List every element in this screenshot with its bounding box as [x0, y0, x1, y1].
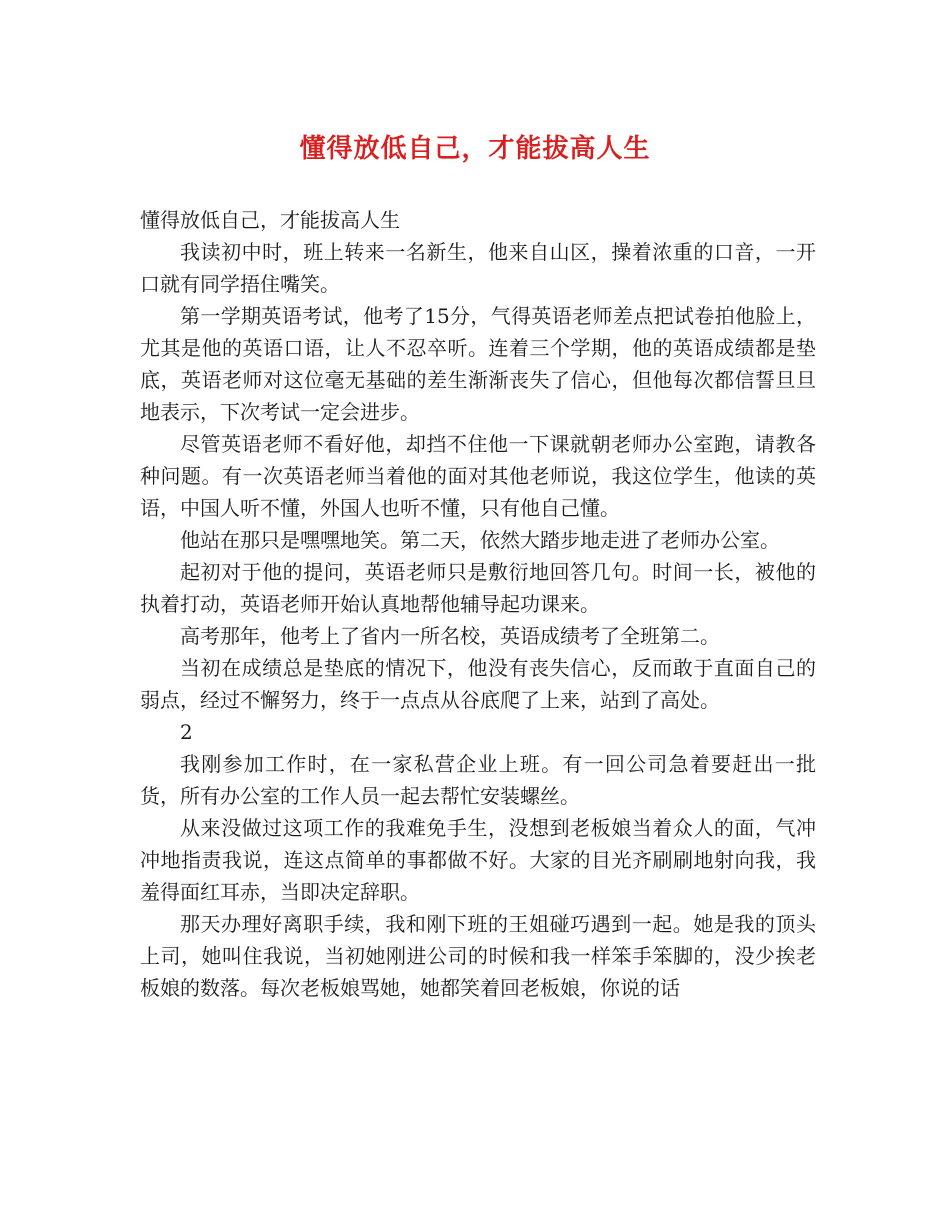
paragraph: 我刚参加工作时，在一家私营企业上班。有一回公司急着要赶出一批货，所有办公室的工作人员一起去帮忙安装螺丝。: [140, 752, 816, 808]
paragraph: 他站在那只是嘿嘿地笑。第二天，依然大踏步地走进了老师办公室。: [180, 528, 780, 552]
document-title: 懂得放低自己，才能拔高人生: [299, 134, 651, 164]
paragraph: 高考那年，他考上了省内一所名校，英语成绩考了全班第二。: [180, 624, 720, 648]
paragraph: 当初在成绩总是垫底的情况下，他没有丧失信心，反而敢于直面自己的弱点，经过不懈努力，终于一点点从谷底爬了上来，站到了高处。: [140, 656, 816, 712]
paragraph: 起初对于他的提问，英语老师只是敷衍地回答几句。时间一长，被他的执着打动，英语老师开始认真地帮他辅导起功课来。: [140, 560, 816, 616]
paragraph: 第一学期英语考试，他考了15分，气得英语老师差点把试卷拍他脸上，尤其是他的英语口语，让人不忍卒听。连着三个学期，他的英语成绩都是垫底，英语老师对这位毫无基础的差生渐渐丧失了信心，但他每次都信誓旦旦地表示，下次考试一定会进步。: [140, 304, 816, 424]
paragraph: 那天办理好离职手续，我和刚下班的王姐碰巧遇到一起。她是我的顶头上司，她叫住我说，当初她刚进公司的时候和我一样笨手笨脚的，没少挨老板娘的数落。每次老板娘骂她，她都笑着回老板娘，你说的话: [140, 912, 816, 1000]
paragraph: 我读初中时，班上转来一名新生，他来自山区，操着浓重的口音，一开口就有同学捂住嘴笑。: [140, 240, 816, 296]
section-number: 2: [180, 720, 193, 744]
paragraph: 从来没做过这项工作的我难免手生，没想到老板娘当着众人的面，气冲冲地指责我说，连这点简单的事都做不好。大家的目光齐刷刷地射向我，我羞得面红耳赤，当即决定辞职。: [140, 816, 816, 904]
document-body: [140, 204, 816, 1004]
paragraph: 尽管英语老师不看好他，却挡不住他一下课就朝老师办公室跑，请教各种问题。有一次英语老师当着他的面对其他老师说，我这位学生，他读的英语，中国人听不懂，外国人也听不懂，只有他自己懂。: [140, 432, 816, 520]
document-subtitle: 懂得放低自己，才能拔高人生: [140, 208, 400, 232]
